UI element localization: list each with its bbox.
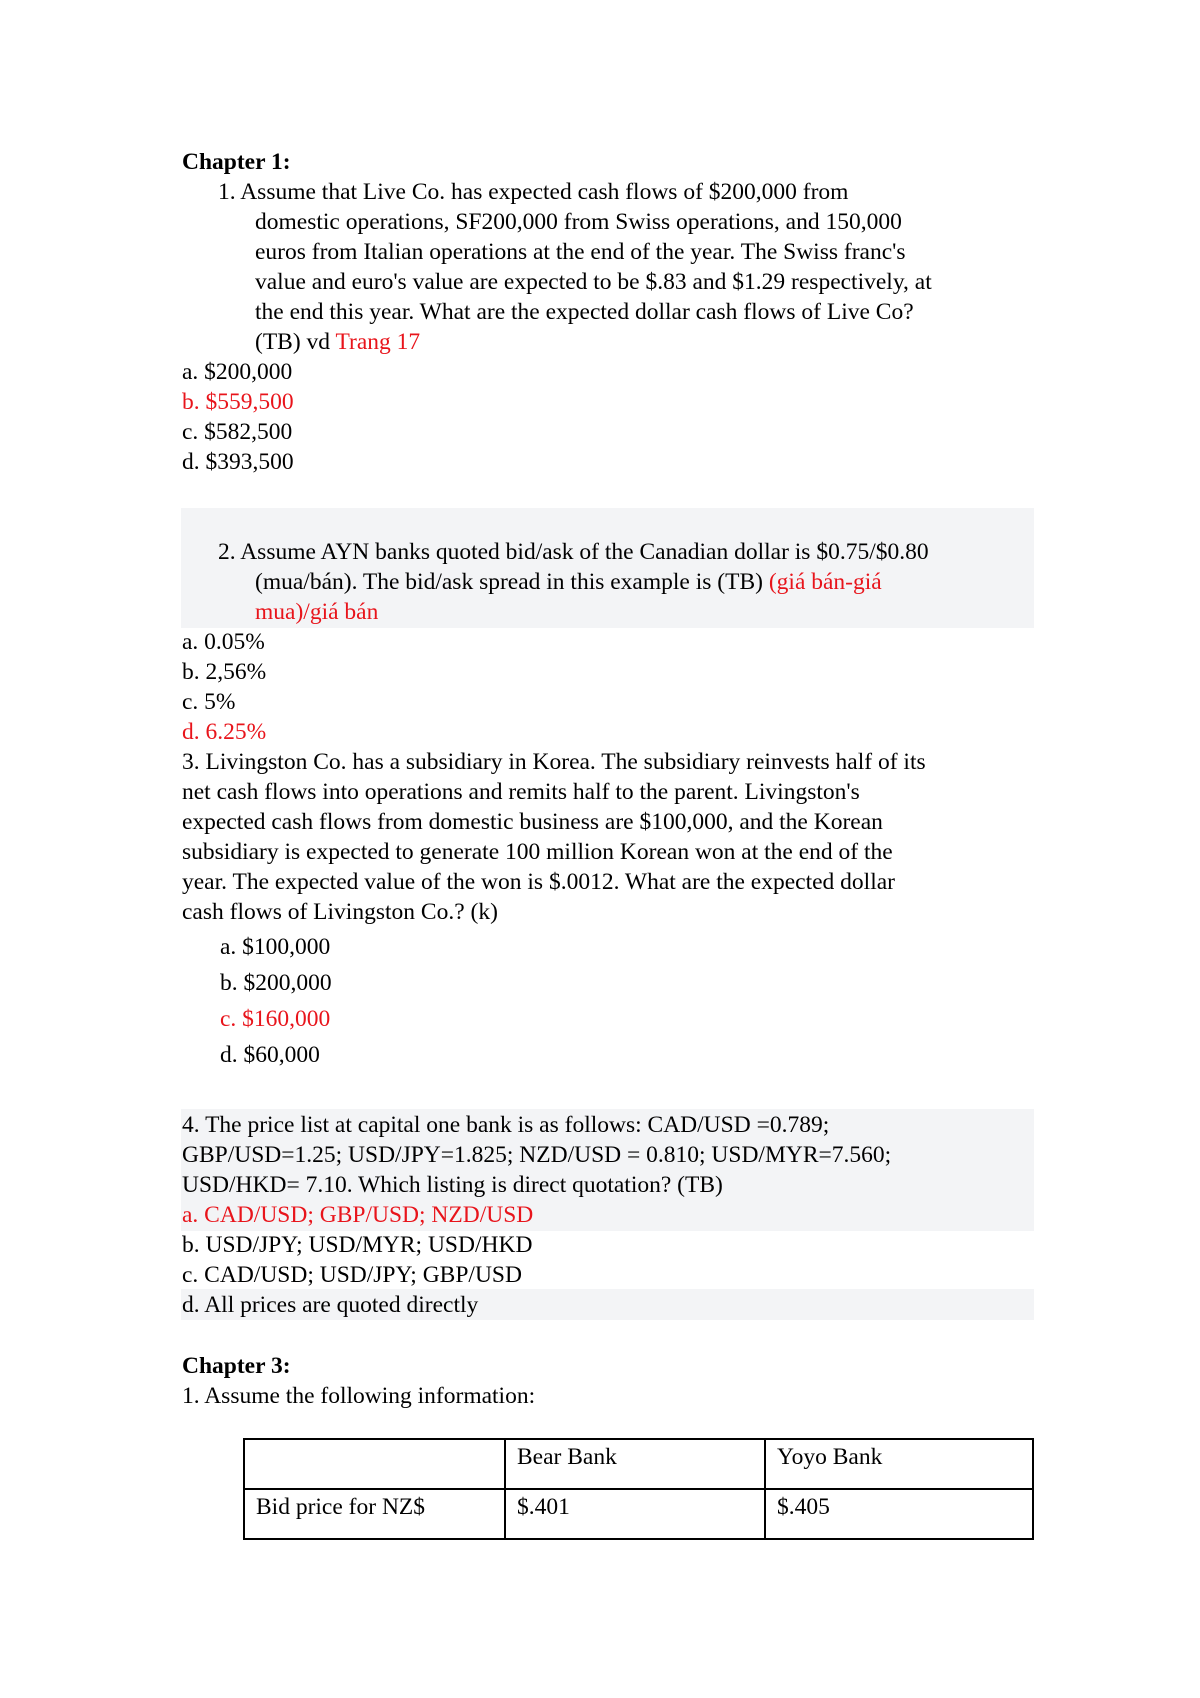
q1-page-note: Trang 17 <box>335 329 421 355</box>
table-cell: Bid price for NZ$ <box>244 1489 505 1539</box>
q4-option-d: d. All prices are quoted directly <box>182 1292 479 1318</box>
q2-option-b: b. 2,56% <box>182 659 267 685</box>
q1-option-b-correct: b. $559,500 <box>182 389 294 415</box>
table-header-cell: Yoyo Bank <box>765 1439 1033 1489</box>
q1-option-c: c. $582,500 <box>182 419 293 445</box>
q2-line <box>255 567 882 598</box>
q1-line: the end this year. What are the expected dollar cash flows of Live Co? <box>255 299 914 325</box>
q2-option-d-correct: d. 6.25% <box>182 719 267 745</box>
table-header-cell: Bear Bank <box>505 1439 765 1489</box>
q3-line: net cash flows into operations and remits half to the parent. Livingston's <box>182 779 860 805</box>
q3-line: year. The expected value of the won is $.0012. What are the expected dollar <box>182 869 895 895</box>
chapter3-q1-intro: 1. Assume the following information: <box>182 1383 536 1409</box>
q1-line: euros from Italian operations at the end of the year. The Swiss franc's <box>255 239 906 265</box>
q1-line: domestic operations, SF200,000 from Swiss operations, and 150,000 <box>255 209 902 235</box>
chapter1-heading: Chapter 1: <box>182 149 291 175</box>
table-header-cell <box>244 1439 505 1489</box>
q4-option-b: b. USD/JPY; USD/MYR; USD/HKD <box>182 1232 533 1258</box>
q4-line: 4. The price list at capital one bank is as follows: CAD/USD =0.789; <box>182 1112 830 1138</box>
q1-option-a: a. $200,000 <box>182 359 293 385</box>
q4-option-a-correct: a. CAD/USD; GBP/USD; NZD/USD <box>182 1202 534 1228</box>
table-cell: $.401 <box>505 1489 765 1539</box>
q3-option-b: b. $200,000 <box>220 970 332 996</box>
q1-line: 1. Assume that Live Co. has expected cash flows of $200,000 from <box>218 179 849 205</box>
q3-option-d: d. $60,000 <box>220 1042 320 1068</box>
q2-option-a: a. 0.05% <box>182 629 265 655</box>
table-row <box>244 1489 1033 1539</box>
q3-line: subsidiary is expected to generate 100 million Korean won at the end of the <box>182 839 893 865</box>
q2-option-c: c. 5% <box>182 689 236 715</box>
bid-price-table <box>243 1438 1034 1540</box>
q2-formula-part1: (giá bán-giá <box>768 569 882 595</box>
q3-line: cash flows of Livingston Co.? (k) <box>182 899 498 925</box>
q2-formula-part2: mua)/giá bán <box>255 599 379 625</box>
q4-line: USD/HKD= 7.10. Which listing is direct quotation? (TB) <box>182 1172 723 1198</box>
q3-option-c-correct: c. $160,000 <box>220 1006 331 1032</box>
q1-line: value and euro's value are expected to be $.83 and $1.29 respectively, at <box>255 269 932 295</box>
q1-tag: (TB) vd <box>255 329 336 355</box>
q3-option-a: a. $100,000 <box>220 934 331 960</box>
table-cell: $.405 <box>765 1489 1033 1539</box>
chapter3-heading: Chapter 3: <box>182 1353 291 1379</box>
q3-line: expected cash flows from domestic business are $100,000, and the Korean <box>182 809 883 835</box>
q2-line2-text: (mua/bán). The bid/ask spread in this example is (TB) <box>255 569 769 595</box>
q3-line: 3. Livingston Co. has a subsidiary in Korea. The subsidiary reinvests half of its <box>182 749 926 775</box>
q1-line-last <box>255 327 420 358</box>
q1-option-d: d. $393,500 <box>182 449 294 475</box>
q2-line: 2. Assume AYN banks quoted bid/ask of the Canadian dollar is $0.75/$0.80 <box>218 539 929 565</box>
q4-line: GBP/USD=1.25; USD/JPY=1.825; NZD/USD = 0.810; USD/MYR=7.560; <box>182 1142 892 1168</box>
table-header-row <box>244 1439 1033 1489</box>
q4-option-c: c. CAD/USD; USD/JPY; GBP/USD <box>182 1262 522 1288</box>
